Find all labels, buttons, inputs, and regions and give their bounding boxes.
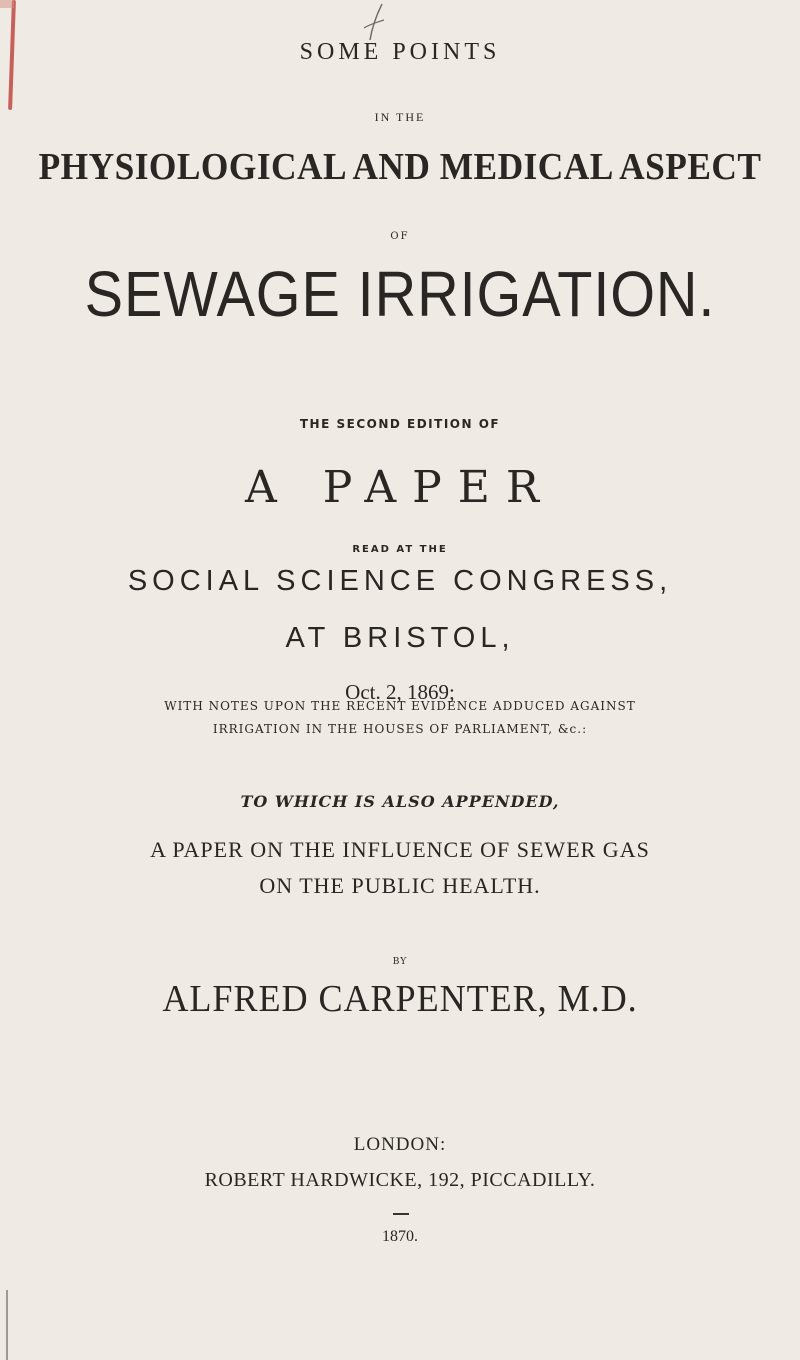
title-line-sewage-irrigation: SEWAGE IRRIGATION.	[84, 258, 716, 330]
pencil-mark-icon	[356, 2, 386, 42]
by-line: BY	[392, 957, 408, 967]
read-at-line: READ AT THE	[352, 544, 448, 555]
imprint-city: LONDON:	[353, 1134, 447, 1155]
congress-line: SOCIAL SCIENCE CONGRESS,	[127, 565, 673, 597]
a-paper-line: A PAPER	[245, 462, 555, 513]
title-line-of: OF	[390, 231, 410, 242]
second-edition-line: THE SECOND EDITION OF	[299, 417, 501, 431]
author-name: ALFRED CARPENTER, M.D.	[162, 978, 638, 1020]
imprint-rule	[393, 1213, 409, 1215]
notes-line-1: WITH NOTES UPON THE RECENT EVIDENCE ADDUCED AGAINST	[164, 699, 636, 713]
imprint-publisher: ROBERT HARDWICKE, 192, PICCADILLY.	[204, 1169, 596, 1191]
influence-line-2: ON THE PUBLIC HEALTH.	[259, 873, 541, 898]
title-line-some-points: SOME POINTS	[299, 39, 501, 65]
edge-shadow	[6, 1290, 8, 1360]
corner-stain	[0, 0, 14, 8]
title-line-in-the: IN THE	[374, 110, 426, 124]
notes-line-2: IRRIGATION IN THE HOUSES OF PARLIAMENT, &c.:	[212, 722, 588, 736]
title-line-physiological: PHYSIOLOGICAL AND MEDICAL ASPECT	[38, 146, 762, 188]
imprint-year: 1870.	[382, 1228, 418, 1245]
bristol-line: AT BRISTOL,	[285, 622, 515, 654]
date-line: Oct. 2, 1869;	[345, 680, 455, 704]
appended-line: TO WHICH IS ALSO APPENDED,	[240, 792, 560, 811]
influence-line-1: A PAPER ON THE INFLUENCE OF SEWER GAS	[150, 837, 650, 862]
